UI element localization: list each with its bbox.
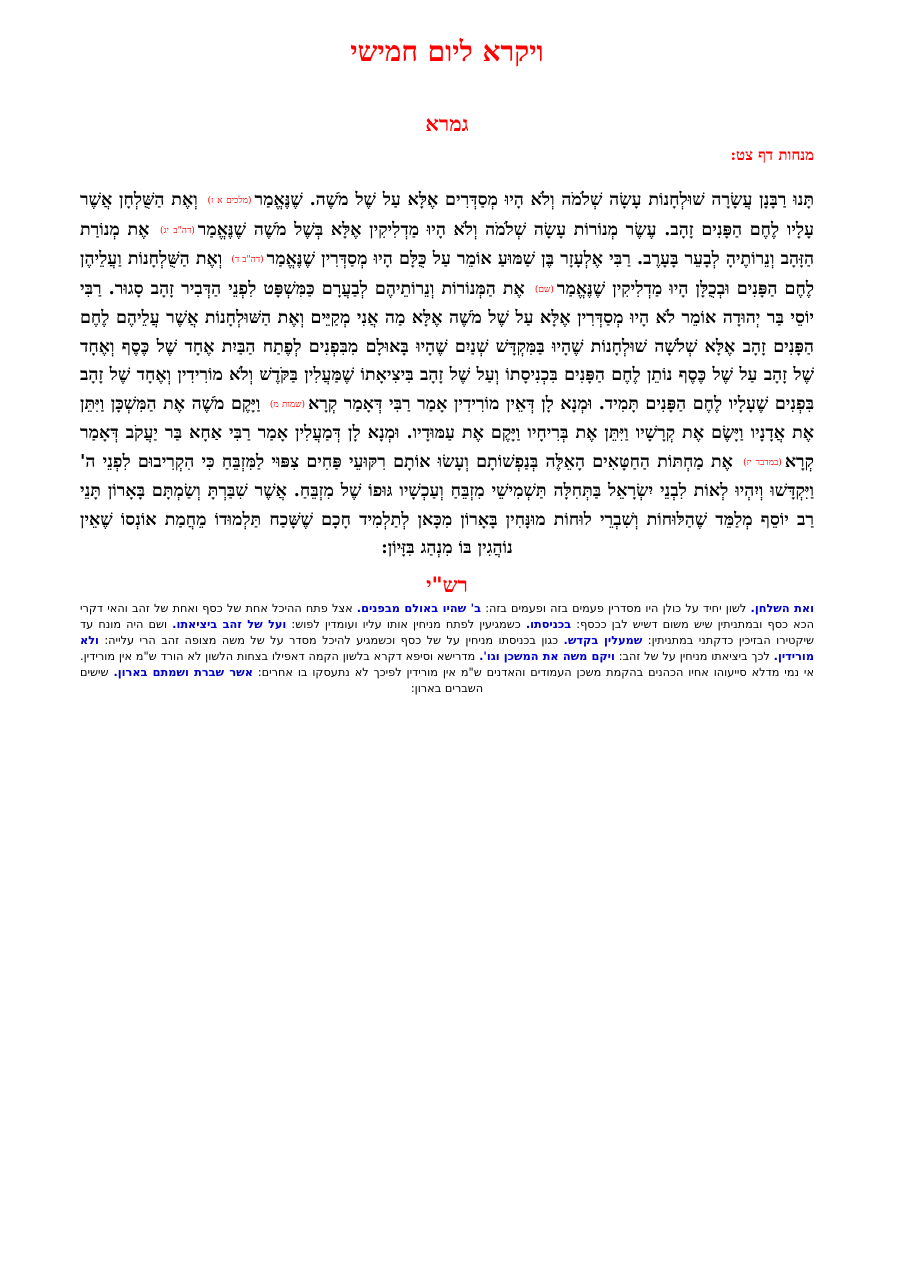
dibur-hamatchil: בכניסתו. xyxy=(525,617,572,631)
verse-citation: (שם) xyxy=(534,284,554,295)
dibur-hamatchil: ב' שהיו באולם מבפנים. xyxy=(356,601,482,615)
rashi-segment: מדרישא וסיפא דקרא בלשון הקמה דאפילו בצחות הלשון לא הורד ש"מ אין מורידין. אי נמי מדלא סייעוהו אחיו הכהנים בהקמת משכן העמודים והאדנים ש"מ אין מורידין לפיכך לא נתעסקו בו אחרים: xyxy=(80,649,815,679)
dibur-hamatchil: ויקם משה את המשכן וגו'. xyxy=(479,649,615,663)
dibur-hamatchil: ולא מורידין. xyxy=(80,633,814,663)
gemara-segment: וְאֶת הַשֻּׁלְחָנוֹת וַעֲלֵיהֶן לֶחֶם הַפָּנִים וּבְכֻלָּן הָיוּ מַדְלִיקִין שֶׁנֶּאֱמַר xyxy=(80,249,815,299)
verse-citation: (דה"ב ד) xyxy=(231,255,264,265)
verse-citation: (דה"ב יג) xyxy=(160,225,195,236)
gemara-segment: אֶת מַחְתּוֹת הַחַטָּאִים הָאֵלֶּה בְּנַפְשׁוֹתָם וְעָשׂוּ אוֹתָם רִקּוּעֵי פַּחִים צִפּוּי לַמִּזְבֵּחַ כִּי הִקְרִיבוּם לִפְנֵי ה' וַיִּקְדָּשׁוּ וְיִהְיוּ לְאוֹת לִבְנֵי יִשְׂרָאֵל בַּתְּחִלָּה תַּשְׁמִישֵׁי מִזְבֵּחַ וְעַכְשָׁיו גּוּפוֹ שֶׁל מִזְבֵּחַ. אֲשֶׁר שִׁבַּרְתָּ וְשַׂמְתָּם בָּאָרוֹן תָּנֵי רַב יוֹסֵף מְלַמֵּד שֶׁהַלּוּחוֹת וְשִׁבְרֵי לוּחוֹת מוּנָּחִין בָּאָרוֹן מִכָּאן לְתַלְמִיד חָכָם שֶׁשָּׁכַח תַּלְמוּדוֹ מֵחֲמַת אוֹנְסוֹ שֶׁאֵין נוֹהֲגִין בּוֹ מִנְהַג בִּזָּיוֹן: xyxy=(80,451,814,558)
rashi-commentary xyxy=(80,601,814,697)
rashi-segment: אצל פתח ההיכל אחת של כסף ואחת של זהב והאי דקרי הכא כסף ובמתניתין שיש משום דשיש לבן ככסף: xyxy=(80,601,814,631)
dibur-hamatchil: שמעלין בקדש. xyxy=(563,633,643,647)
rashi-heading: רש"י xyxy=(426,571,468,597)
dibur-hamatchil: ואת השלחן. xyxy=(750,601,814,615)
document-page xyxy=(80,34,814,697)
dibur-hamatchil: אשר שברת ושמתם בארון. xyxy=(113,665,253,679)
page-title: ויקרא ליום חמישי xyxy=(350,35,544,68)
rashi-segment: ושם היה מונח עד שיקטירו הבזיכין כדקתני במתניתין: xyxy=(80,617,814,647)
verse-citation: (במדבר יז) xyxy=(743,457,782,468)
rashi-segment: שישים השברים בארון: xyxy=(80,665,484,695)
dibur-hamatchil: ועל של זהב ביציאתו. xyxy=(172,617,287,631)
verse-citation: (שמות מ) xyxy=(269,399,306,410)
source-reference: מנחות דף צט: xyxy=(730,146,814,164)
gemara-segment: וַיָּקֶם מֹשֶׁה אֶת הַמִּשְׁכָּן וַיִּתֵּן אֶת אֲדָנָיו וַיָּשֶׂם אֶת קְרָשָׁיו וַיִּתֵּן אֶת בְּרִיחָיו וַיָּקֶם אֶת עַמּוּדָיו. וּמְנָא לָן דְּמַעֲלִין אָמַר רַבִּי אַחָא בַּר יַעֲקֹב דְּאָמַר קְרָא xyxy=(80,393,815,472)
rashi-segment: לשון יחיד על כולן היו מסדרין פעמים בזה ופעמים בזה: xyxy=(481,601,751,615)
rashi-segment: כשמגיעין לפתח מניחין אותו עליו ועומדין לפוש: xyxy=(286,617,526,631)
gemara-segment: וְאֶת הַשֻּׁלְחָן אֲשֶׁר עָלָיו לֶחֶם הַפָּנִים זָהָב. עֶשֶׂר מְנוֹרוֹת עָשָׂה שְׁלֹמֹה וְלֹא הָיוּ מַדְלִיקִין אֶלָּא בְּשֶׁל מֹשֶׁה שֶׁנֶּאֱמַר xyxy=(80,190,815,240)
verse-citation: (מלכים א ז) xyxy=(207,196,252,206)
gemara-text xyxy=(80,186,814,563)
gemara-heading: גמרא xyxy=(425,111,469,136)
gemara-segment: אֶת מְנוֹרַת הַזָּהָב וְנֵרוֹתֶיהָ לְבָעֵר בָּעָרֶב. רַבִּי אֶלְעָזָר בֶּן שַׁמּוּעַ אוֹמֵר עַל כֻּלָּם הָיוּ מְסַדְּרִין שֶׁנֶּאֱמַר xyxy=(80,219,815,269)
gemara-segment: אֶת הַמְּנוֹרוֹת וְנֵרוֹתֵיהֶם לְבַעֲרָם כַּמִּשְׁפָּט לִפְנֵי הַדְּבִיר זָהָב סָגוּר. רַבִּי יוֹסֵי בַּר יְהוּדָה אוֹמֵר לֹא הָיוּ מְסַדְּרִין אֶלָּא עַל שֶׁל מֹשֶׁה אֶלָּא מַה אֲנִי מְקַיֵּים וְאֶת הַשּׁוּלְחָנוֹת אֲשֶׁר עֲלֵיהֶם לֶחֶם הַפָּנִים זָהָב אֶלָּא שְׁלֹשָׁה שׁוּלְחָנוֹת שֶׁהָיוּ בַּמִּקְדָּשׁ שְׁנַיִם שֶׁהָיוּ בָּאוּלָם מִבִּפְנִים לְפֶתַח הַבַּיִת אֶחָד שֶׁל כֶּסֶף וְאֶחָד שֶׁל זָהָב עַל שֶׁל כֶּסֶף נוֹתֵן לֶחֶם הַפָּנִים בִּכְנִיסָתוֹ וְעַל שֶׁל זָהָב בִּיצִיאָתוֹ שֶׁמַּעֲלִין בַּקֹּדֶשׁ וְלֹא מוֹרִידִין וְאֶחָד שֶׁל זָהָב בִּפְנִים שֶׁעָלָיו לֶחֶם הַפָּנִים תָּמִיד. וּמְנָא לָן דְּאֵין מוֹרִידִין אָמַר רַבִּי דְּאָמַר קְרָא xyxy=(80,278,814,414)
gemara-segment: תָּנוּ רַבָּנָן עֲשָׂרָה שׁוּלְחָנוֹת עָשָׂה שְׁלֹמֹה וְלֹא הָיוּ מְסַדְּרִים אֶלָּא עַל שֶׁל מֹשֶׁה. שֶׁנֶּאֱמַר xyxy=(254,190,814,210)
rashi-segment: כגון בכניסתו מניחין על של כסף וכשמגיע להיכל מסדר על של משה מצופה זהב הרי עלייה: xyxy=(98,633,564,647)
rashi-segment: לכך ביציאתו מניחין על של זהב: xyxy=(614,649,774,663)
